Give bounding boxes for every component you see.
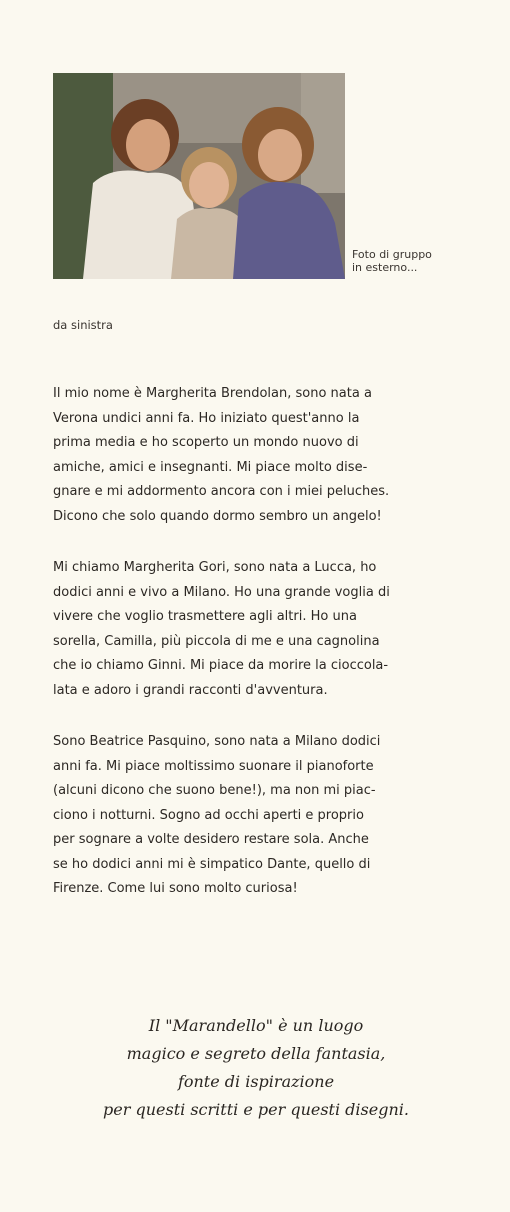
text-line: che io chiamo Ginni. Mi piace da morire la cioccola- [53, 658, 389, 673]
text-line: per sognare a volte desidero restare sola. Anche [53, 832, 369, 847]
text-line: Firenze. Come lui sono molto curiosa! [53, 881, 298, 896]
text-line: gnare e mi addormento ancora con i miei peluches. [53, 484, 390, 499]
text-line: sorella, Camilla, più piccola di me e una cagnolina [53, 633, 380, 649]
text-line: Il mio nome è Margherita Brendolan, sono nata a [53, 386, 372, 401]
caption-line: in esterno... [352, 261, 418, 274]
motto-line: magico e segreto della fantasia, [126, 1044, 386, 1063]
group-photo-illustration [53, 73, 345, 279]
photo-caption [352, 248, 502, 274]
motto-verse [40, 1012, 472, 1124]
group-photo [53, 73, 345, 279]
text-line: anni fa. Mi piace moltissimo suonare il pianoforte [53, 758, 374, 774]
text-line: Verona undici anni fa. Ho iniziato quest'anno la [53, 410, 360, 426]
text-line: ciono i notturni. Sogno ad occhi aperti e proprio [53, 807, 364, 823]
from-left-label: da sinistra [53, 318, 113, 332]
text-line: Dicono che solo quando dormo sembro un angelo! [53, 508, 382, 524]
motto-line: fonte di ispirazione [177, 1072, 335, 1091]
text-line: se ho dodici anni mi è simpatico Dante, quello di [53, 856, 371, 872]
text-line: prima media e ho scoperto un mondo nuovo di [53, 435, 359, 450]
text-line: (alcuni dicono che suono bene!), ma non mi piac- [53, 783, 376, 798]
text-line: amiche, amici e insegnanti. Mi piace molto dise- [53, 459, 368, 475]
text-line: dodici anni e vivo a Milano. Ho una grande voglia di [53, 584, 390, 600]
text-line: Mi chiamo Margherita Gori, sono nata a Lucca, ho [53, 560, 377, 575]
text-line: vivere che voglio trasmettere agli altri. Ho una [53, 609, 357, 624]
motto-line: per questi scritti e per questi disegni. [103, 1100, 409, 1119]
caption-line: Foto di gruppo [352, 248, 432, 261]
motto-line: Il "Marandello" è un luogo [148, 1016, 364, 1035]
text-line: Sono Beatrice Pasquino, sono nata a Milano dodici [53, 734, 381, 749]
bio-paragraph-gori [53, 556, 473, 703]
text-line: lata e adoro i grandi racconti d'avventura. [53, 682, 328, 698]
bio-paragraph-pasquino [53, 730, 473, 902]
bio-paragraph-brendolan [53, 382, 473, 529]
